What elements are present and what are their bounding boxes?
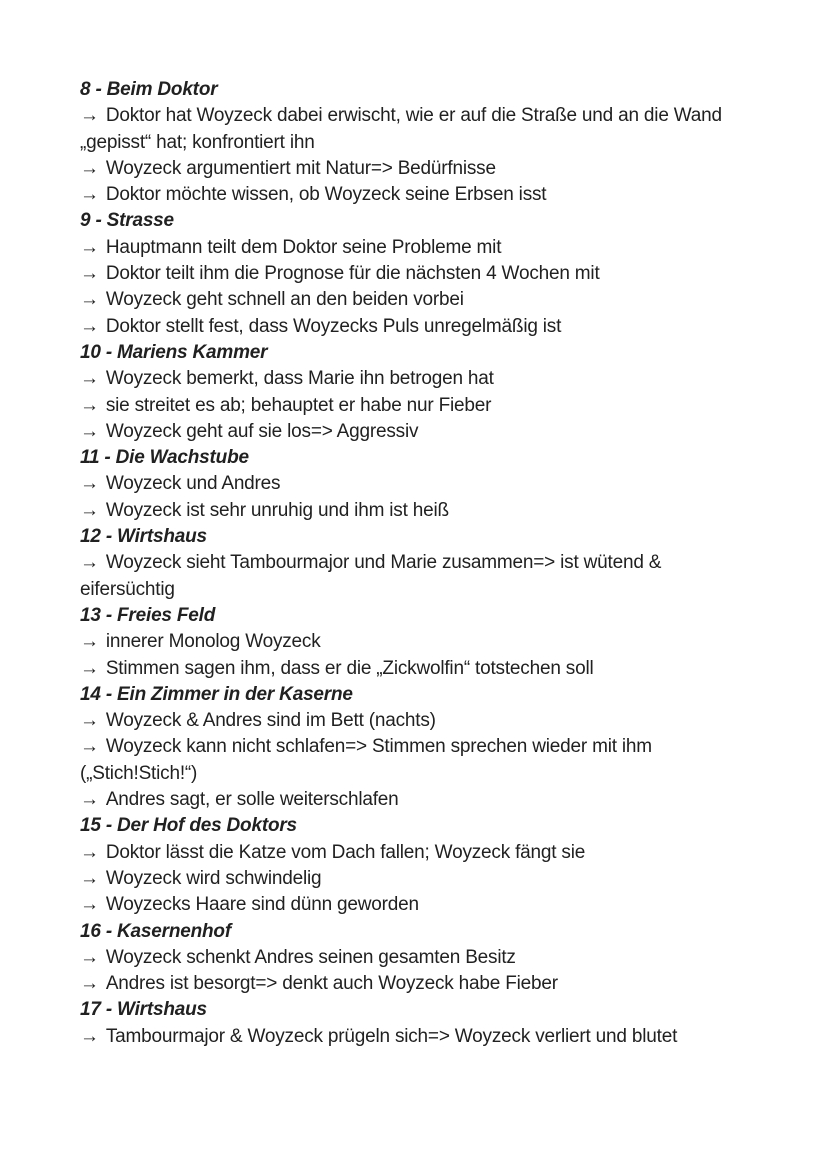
arrow-bullet-icon: →: [80, 315, 99, 337]
arrow-bullet-icon: →: [80, 973, 99, 995]
bullet-text: Woyzeck geht schnell an den beiden vorbei: [105, 289, 464, 311]
bullet-text: Doktor stellt fest, dass Woyzecks Puls unregelmäßig ist: [105, 315, 562, 337]
arrow-bullet-icon: →: [80, 184, 99, 206]
section-heading: 17 - Wirtshaus: [80, 999, 207, 1021]
bullet-text: Tambourmajor & Woyzeck prügeln sich=> Woyzeck verliert und blutet: [105, 1025, 678, 1047]
bullet-line: [80, 840, 735, 866]
bullet-line: [80, 156, 735, 182]
bullet-line: [80, 419, 735, 445]
bullet-text: Doktor hat Woyzeck dabei erwischt, wie er auf die Straße und an die Wand „gepisst“ hat; konfrontiert ihn: [80, 105, 722, 153]
bullet-text: Woyzeck ist sehr unruhig und ihm ist heiß: [105, 499, 449, 521]
arrow-bullet-icon: →: [80, 631, 99, 653]
arrow-bullet-icon: →: [80, 157, 99, 179]
bullet-line: [80, 787, 735, 813]
arrow-bullet-icon: →: [80, 736, 99, 758]
notes-content: [80, 77, 735, 1050]
arrow-bullet-icon: →: [80, 105, 99, 127]
arrow-bullet-icon: →: [80, 1025, 99, 1047]
bullet-line: [80, 656, 735, 682]
arrow-bullet-icon: →: [80, 789, 99, 811]
bullet-text: Woyzecks Haare sind dünn geworden: [105, 894, 419, 916]
arrow-bullet-icon: →: [80, 263, 99, 285]
arrow-bullet-icon: →: [80, 894, 99, 916]
arrow-bullet-icon: →: [80, 394, 99, 416]
bullet-text: Hauptmann teilt dem Doktor seine Probleme mit: [105, 236, 502, 258]
bullet-line: [80, 550, 735, 603]
arrow-bullet-icon: →: [80, 420, 99, 442]
bullet-text: Woyzeck schenkt Andres seinen gesamten Besitz: [105, 946, 516, 968]
bullet-line: [80, 866, 735, 892]
bullet-text: Woyzeck kann nicht schlafen=> Stimmen sprechen wieder mit ihm („Stich!Stich!“): [80, 736, 652, 784]
bullet-text: Stimmen sagen ihm, dass er die „Zickwolfin“ totstechen soll: [105, 657, 594, 679]
bullet-text: Andres ist besorgt=> denkt auch Woyzeck habe Fieber: [105, 973, 558, 995]
arrow-bullet-icon: →: [80, 289, 99, 311]
bullet-text: Woyzeck & Andres sind im Bett (nachts): [105, 710, 436, 732]
bullet-line: [80, 314, 735, 340]
arrow-bullet-icon: →: [80, 867, 99, 889]
bullet-line: [80, 1024, 735, 1050]
bullet-text: Woyzeck argumentiert mit Natur=> Bedürfnisse: [105, 157, 496, 179]
section-heading: 16 - Kasernenhof: [80, 920, 231, 942]
bullet-line: [80, 708, 735, 734]
bullet-text: Woyzeck und Andres: [105, 473, 281, 495]
bullet-line: [80, 103, 735, 156]
bullet-line: [80, 287, 735, 313]
bullet-text: Doktor teilt ihm die Prognose für die nächsten 4 Wochen mit: [105, 263, 600, 285]
section-heading: 9 - Strasse: [80, 210, 174, 232]
bullet-line: [80, 182, 735, 208]
arrow-bullet-icon: →: [80, 657, 99, 679]
arrow-bullet-icon: →: [80, 946, 99, 968]
section-heading: 13 - Freies Feld: [80, 604, 216, 626]
bullet-line: [80, 945, 735, 971]
bullet-line: [80, 261, 735, 287]
arrow-bullet-icon: →: [80, 473, 99, 495]
bullet-line: [80, 235, 735, 261]
section-heading: 12 - Wirtshaus: [80, 526, 207, 548]
arrow-bullet-icon: →: [80, 841, 99, 863]
arrow-bullet-icon: →: [80, 710, 99, 732]
bullet-line: [80, 734, 735, 787]
bullet-text: Woyzeck geht auf sie los=> Aggressiv: [105, 420, 419, 442]
bullet-line: [80, 629, 735, 655]
bullet-line: [80, 971, 735, 997]
bullet-line: [80, 471, 735, 497]
bullet-text: Woyzeck bemerkt, dass Marie ihn betrogen hat: [105, 368, 494, 390]
section-heading: 15 - Der Hof des Doktors: [80, 815, 297, 837]
bullet-line: [80, 498, 735, 524]
section-heading: 8 - Beim Doktor: [80, 79, 218, 100]
arrow-bullet-icon: →: [80, 236, 99, 258]
bullet-text: Doktor möchte wissen, ob Woyzeck seine Erbsen isst: [105, 184, 547, 206]
bullet-line: [80, 393, 735, 419]
bullet-line: [80, 366, 735, 392]
bullet-text: sie streitet es ab; behauptet er habe nur Fieber: [105, 394, 492, 416]
bullet-text: innerer Monolog Woyzeck: [105, 631, 321, 653]
arrow-bullet-icon: →: [80, 499, 99, 521]
arrow-bullet-icon: →: [80, 552, 99, 574]
arrow-bullet-icon: →: [80, 368, 99, 390]
bullet-text: Doktor lässt die Katze vom Dach fallen; Woyzeck fängt sie: [105, 841, 586, 863]
bullet-text: Andres sagt, er solle weiterschlafen: [105, 789, 399, 811]
bullet-text: Woyzeck wird schwindelig: [105, 867, 322, 889]
section-heading: 10 - Mariens Kammer: [80, 341, 268, 363]
section-heading: 14 - Ein Zimmer in der Kaserne: [80, 683, 353, 705]
section-heading: 11 - Die Wachstube: [80, 447, 249, 469]
bullet-line: [80, 892, 735, 918]
bullet-text: Woyzeck sieht Tambourmajor und Marie zusammen=> ist wütend & eifersüchtig: [80, 552, 662, 600]
